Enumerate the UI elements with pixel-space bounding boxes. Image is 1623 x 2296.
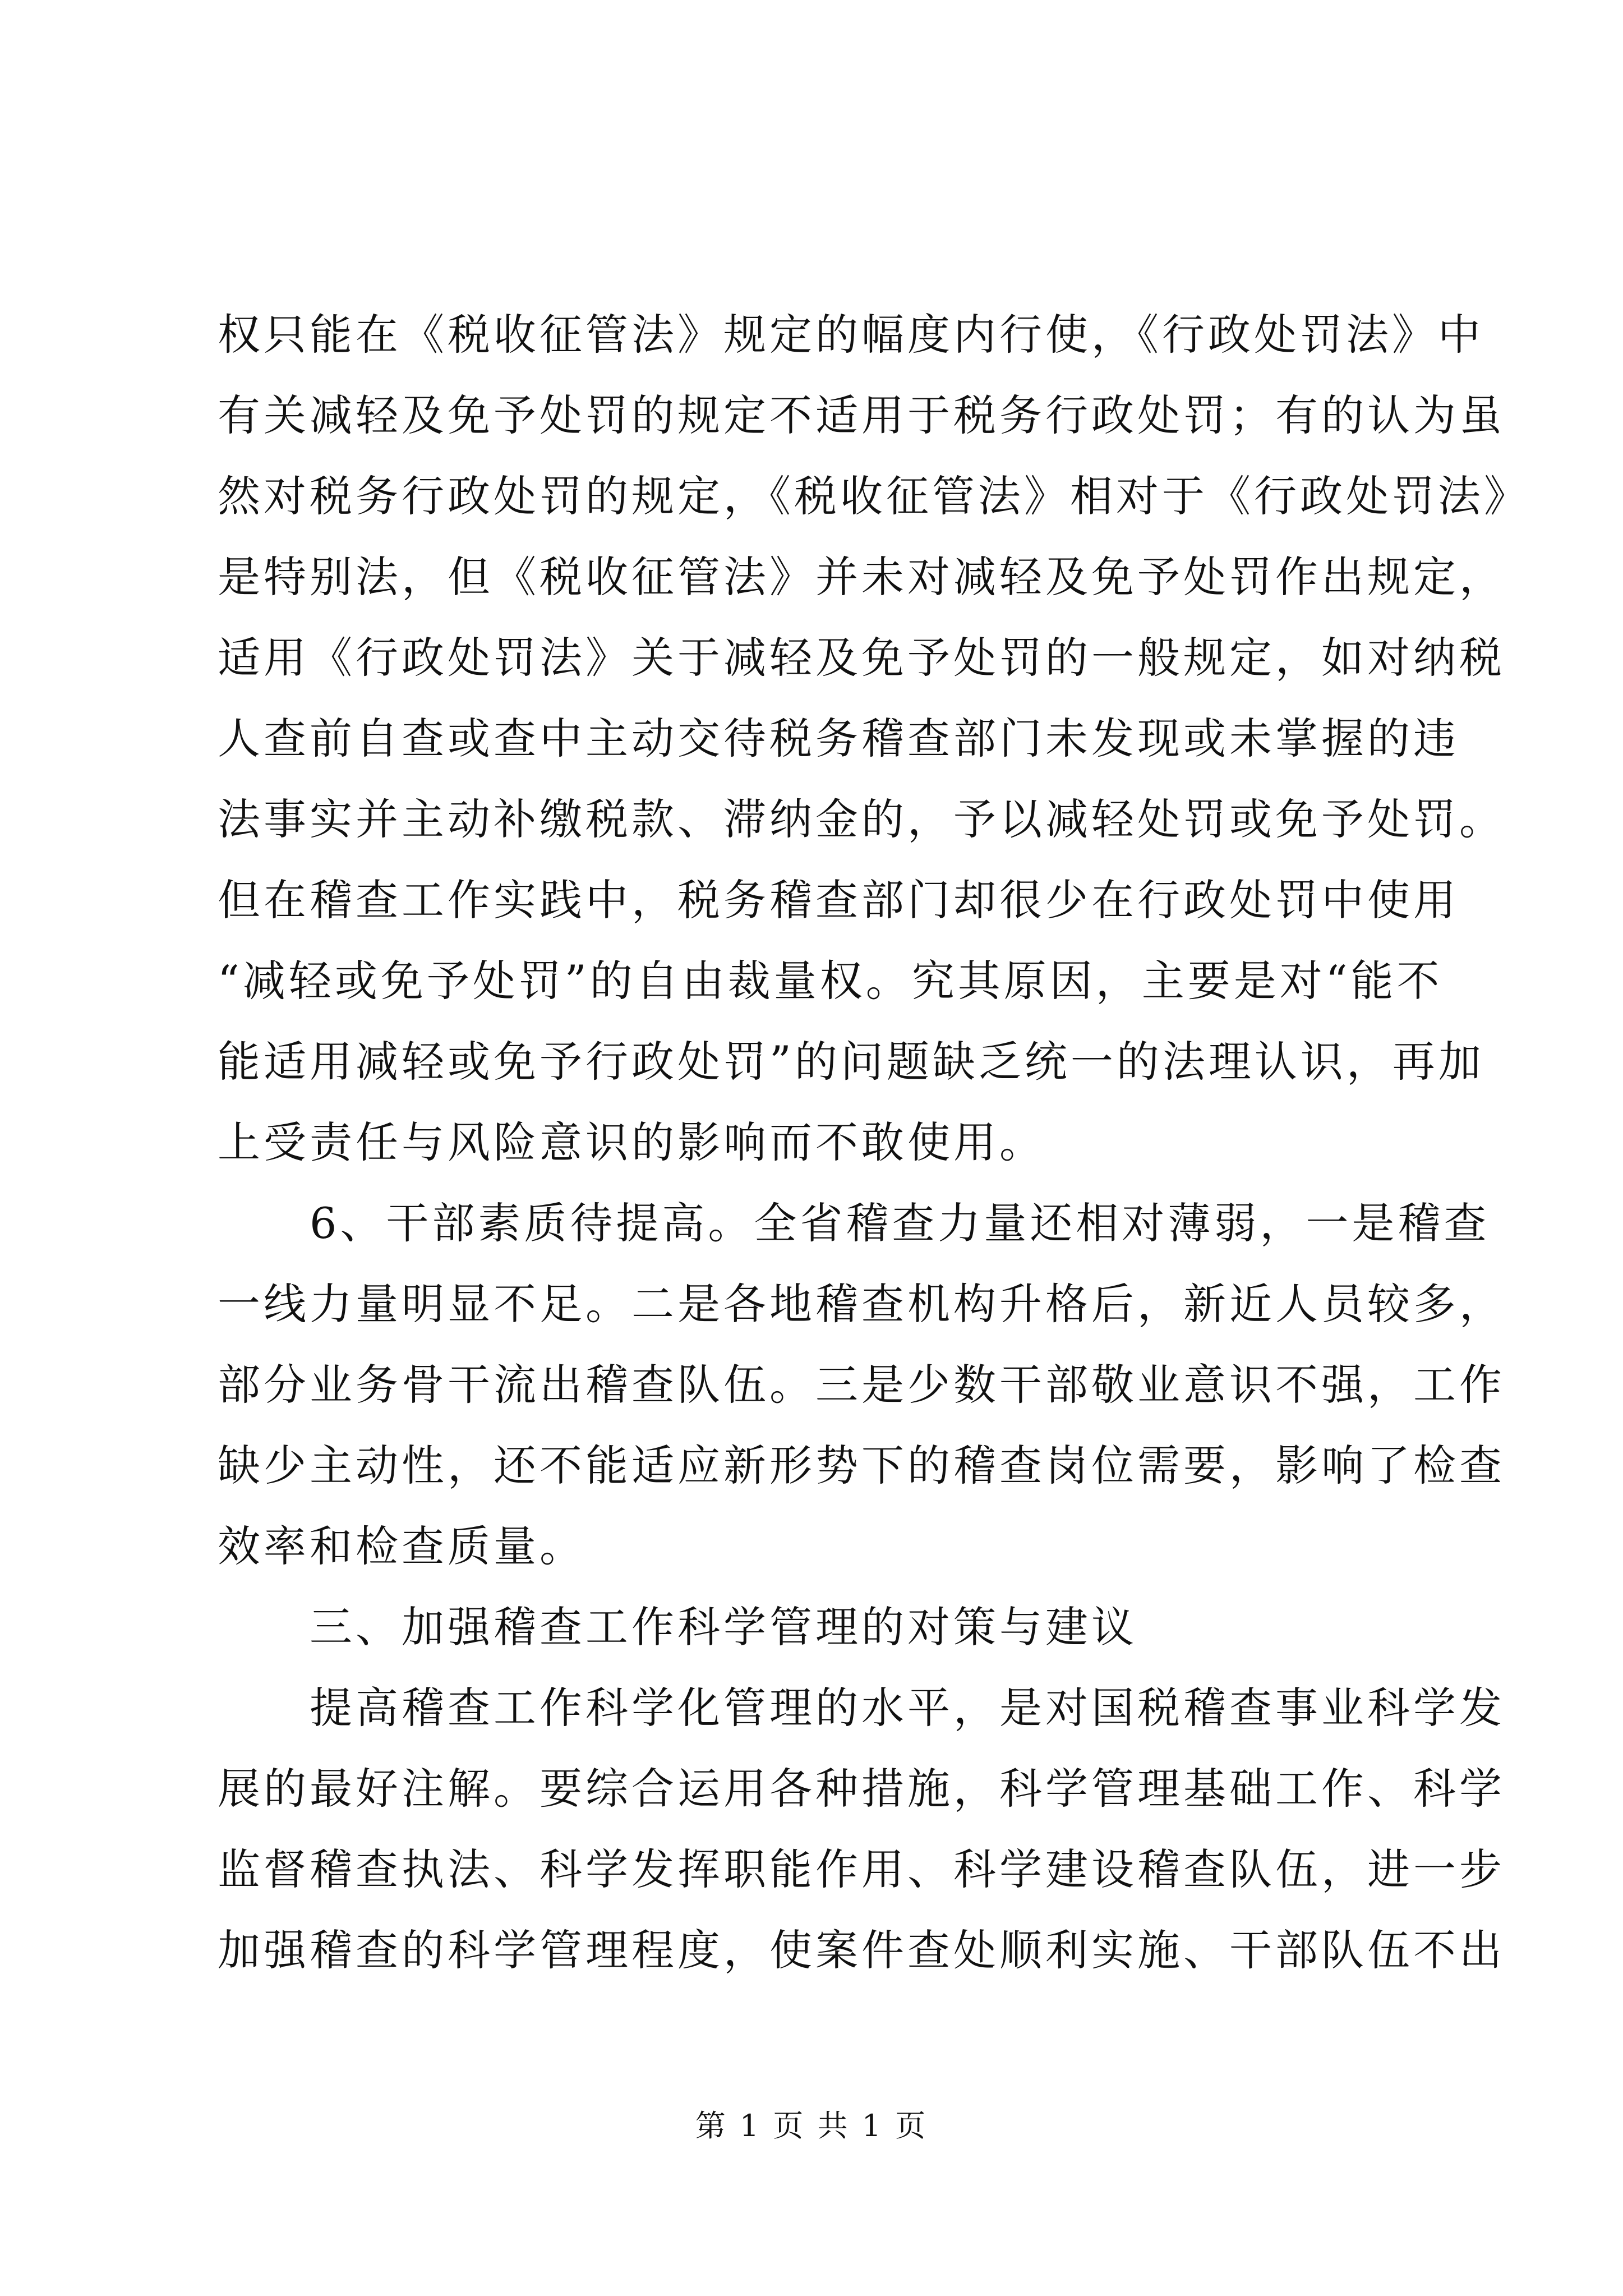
text-line: 提高稽查工作科学化管理的水平，是对国税稽查事业科学发	[218, 1683, 1505, 1733]
text-line: 展的最好注解。要综合运用各种措施，科学管理基础工作、科学	[218, 1764, 1505, 1814]
text-line: “减轻或免予处罚”的自由裁量权。究其原因，主要是对“能不	[218, 956, 1443, 1006]
body-text	[218, 295, 1530, 1991]
text-line: 一线力量明显不足。二是各地稽查机构升格后，新近人员较多，	[218, 1279, 1505, 1329]
text-line: 缺少主动性，还不能适应新形势下的稽查岗位需要，影响了检查	[218, 1441, 1505, 1490]
text-line: 有关减轻及免予处罚的规定不适用于税务行政处罚；有的认为虽	[218, 390, 1505, 440]
section-heading: 三、加强稽查工作科学管理的对策与建议	[218, 1602, 1137, 1652]
text-line: 是特别法，但《税收征管法》并未对减轻及免予处罚作出规定，	[218, 552, 1505, 602]
text-line: 但在稽查工作实践中，税务稽查部门却很少在行政处罚中使用	[218, 875, 1459, 925]
text-line: 6、干部素质待提高。全省稽查力量还相对薄弱，一是稽查	[218, 1198, 1490, 1248]
text-line: 能适用减轻或免予行政处罚”的问题缺乏统一的法理认识，再加	[218, 1037, 1484, 1087]
text-line: 法事实并主动补缴税款、滞纳金的，予以减轻处罚或免予处罚。	[218, 794, 1505, 844]
text-line: 然对税务行政处罚的规定，《税收征管法》相对于《行政处罚法》	[218, 471, 1530, 521]
text-line: 监督稽查执法、科学发挥职能作用、科学建设稽查队伍，进一步	[218, 1844, 1505, 1894]
text-line: 适用《行政处罚法》关于减轻及免予处罚的一般规定，如对纳税	[218, 633, 1505, 683]
page-footer	[0, 2106, 1623, 2146]
text-line: 部分业务骨干流出稽查队伍。三是少数干部敬业意识不强，工作	[218, 1360, 1505, 1410]
page-number-label: 第 1 页 共 1 页	[695, 2108, 928, 2143]
text-line: 人查前自查或查中主动交待税务稽查部门未发现或未掌握的违	[218, 714, 1459, 763]
text-line: 上受责任与风险意识的影响而不敢使用。	[218, 1117, 1045, 1167]
text-line: 效率和检查质量。	[218, 1521, 585, 1571]
text-line: 加强稽查的科学管理程度，使案件查处顺利实施、干部队伍不出	[218, 1925, 1505, 1975]
text-line: 权只能在《税收征管法》规定的幅度内行使，《行政处罚法》中	[218, 310, 1484, 360]
